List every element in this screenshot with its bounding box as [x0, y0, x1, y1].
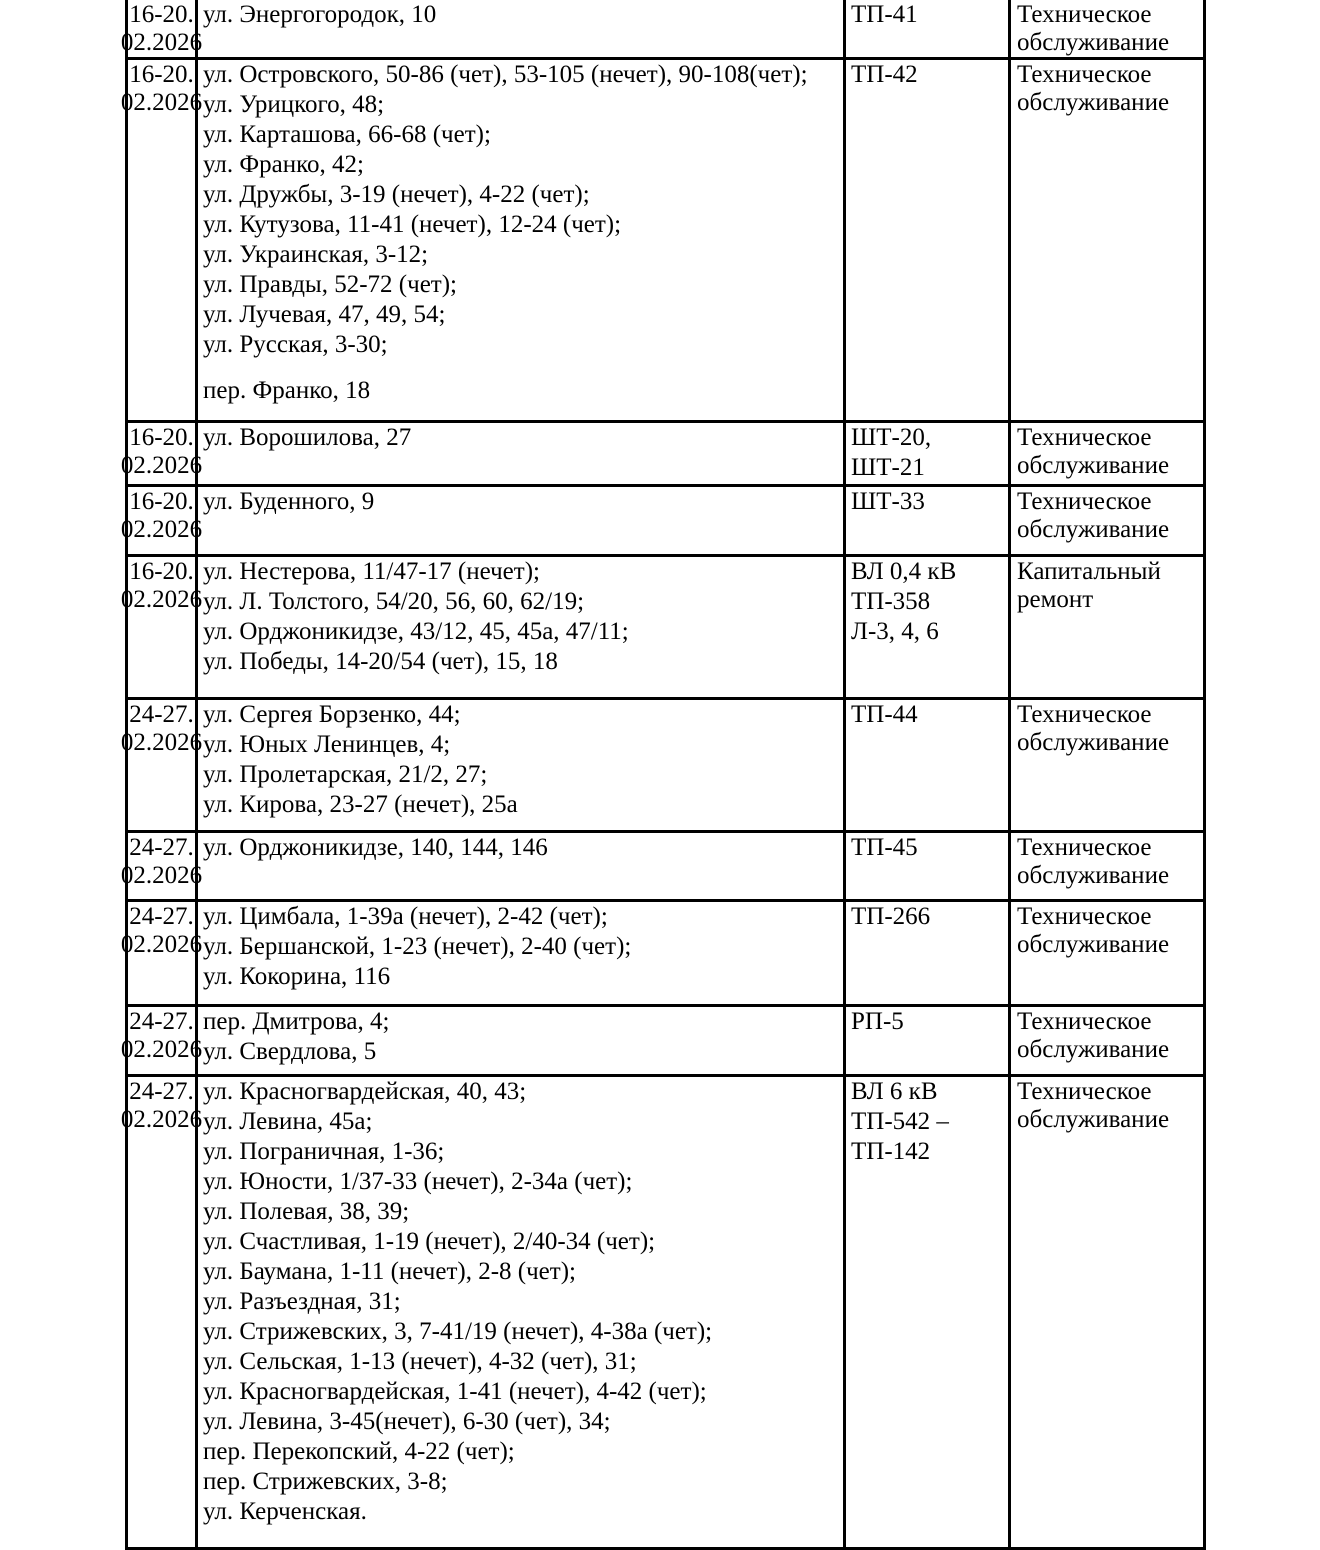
table-row [127, 422, 1205, 486]
date-line-1: 16-20. [129, 61, 194, 88]
date-range [120, 558, 203, 614]
equipment-cell [845, 422, 1010, 486]
address-line: пер. Стрижевских, 3-8; [203, 1468, 448, 1495]
date-range [120, 1, 203, 57]
addresses-cell [197, 0, 845, 59]
date-cell [120, 556, 203, 699]
address-line: ул. Островского, 50-86 (чет), 53-105 (нечет), 90-108(чет); [203, 61, 808, 88]
equipment-line: ТП-542 – [851, 1108, 949, 1135]
equipment-cell [845, 1006, 1010, 1076]
equipment-line: ТП-42 [851, 61, 918, 88]
date-range [120, 903, 203, 959]
work-type-cell: Техническое обслуживание [1010, 901, 1205, 1006]
work-type-cell: Техническое обслуживание [1010, 699, 1205, 832]
address-line: ул. Нестерова, 11/47-17 (нечет); [203, 558, 540, 585]
address-line: ул. Баумана, 1-11 (нечет), 2-8 (чет); [203, 1258, 576, 1285]
table-body [120, 0, 1205, 1549]
address-line: ул. Кутузова, 11-41 (нечет), 12-24 (чет); [203, 211, 622, 238]
address-line: ул. Урицкого, 48; [203, 91, 385, 118]
address-line: ул. Орджоникидзе, 43/12, 45, 45а, 47/11; [203, 618, 629, 645]
equipment-line: ВЛ 0,4 кВ [851, 558, 957, 585]
date-range [120, 61, 203, 117]
address-line: ул. Франко, 42; [203, 151, 364, 178]
address-line: ул. Буденного, 9 [203, 488, 375, 515]
date-cell [120, 59, 203, 422]
addresses-cell [197, 486, 845, 556]
date-range [120, 834, 203, 890]
equipment-cell [845, 59, 1010, 422]
equipment-line: ШТ-33 [851, 488, 925, 515]
date-cell [120, 1006, 203, 1076]
date-cell [120, 486, 203, 556]
work-type-cell: Техническое обслуживание [1010, 422, 1205, 486]
address-line: ул. Цимбала, 1-39а (нечет), 2-42 (чет); [203, 903, 608, 930]
date-line-2: 02.2026 [120, 516, 203, 543]
date-line-1: 24-27. [129, 701, 194, 728]
equipment-line: ТП-45 [851, 834, 918, 861]
date-range [120, 424, 203, 480]
equipment-cell [845, 699, 1010, 832]
address-line: ул. Стрижевских, 3, 7-41/19 (нечет), 4-38а (чет); [203, 1318, 713, 1345]
addresses-cell [197, 59, 845, 422]
addresses-cell [197, 832, 845, 901]
address-line: ул. Орджоникидзе, 140, 144, 146 [203, 834, 548, 861]
equipment-line: ШТ-20, [851, 424, 932, 451]
work-type-cell: Техническое обслуживание [1010, 1076, 1205, 1549]
address-line: ул. Ворошилова, 27 [203, 424, 412, 451]
equipment-line: ТП-358 [851, 588, 931, 615]
address-line: ул. Полевая, 38, 39; [203, 1198, 410, 1225]
date-line-1: 24-27. [129, 834, 194, 861]
date-line-1: 24-27. [129, 1008, 194, 1035]
address-line: ул. Счастливая, 1-19 (нечет), 2/40-34 (чет); [203, 1228, 656, 1255]
work-type-cell: Техническое обслуживание [1010, 0, 1205, 59]
address-line: ул. Карташова, 66-68 (чет); [203, 121, 491, 148]
date-range [120, 701, 203, 757]
address-line: ул. Керченская. [203, 1498, 367, 1525]
address-line: ул. Красногвардейская, 1-41 (нечет), 4-42 (чет); [203, 1378, 707, 1405]
address-line: ул. Разъездная, 31; [203, 1288, 401, 1315]
addresses-cell [197, 1076, 845, 1549]
work-type-cell: Техническое обслуживание [1010, 486, 1205, 556]
work-type-cell: Техническое обслуживание [1010, 832, 1205, 901]
date-range [120, 1008, 203, 1064]
equipment-line: Л-3, 4, 6 [851, 618, 939, 645]
work-type-cell: Техническое обслуживание [1010, 1006, 1205, 1076]
address-line: ул. Правды, 52-72 (чет); [203, 271, 457, 298]
equipment-line: ШТ-21 [851, 454, 925, 481]
table-row [127, 59, 1205, 422]
address-line: ул. Л. Толстого, 54/20, 56, 60, 62/19; [203, 588, 585, 615]
address-line: ул. Красногвардейская, 40, 43; [203, 1078, 527, 1105]
address-line: пер. Франко, 18 [203, 377, 371, 404]
address-line: пер. Перекопский, 4-22 (чет); [203, 1438, 515, 1465]
table-row [127, 486, 1205, 556]
work-type-cell: Техническое обслуживание [1010, 59, 1205, 422]
equipment-line: ТП-266 [851, 903, 931, 930]
date-line-2: 02.2026 [120, 931, 203, 958]
address-gap [203, 361, 839, 377]
equipment-cell [845, 832, 1010, 901]
date-line-2: 02.2026 [120, 862, 203, 889]
date-cell [120, 422, 203, 486]
addresses-cell [197, 901, 845, 1006]
address-line: ул. Юных Ленинцев, 4; [203, 731, 451, 758]
date-line-2: 02.2026 [120, 29, 203, 56]
date-line-2: 02.2026 [120, 1106, 203, 1133]
outage-schedule-table [120, 0, 1206, 1550]
date-line-1: 16-20. [129, 1, 194, 28]
equipment-cell [845, 901, 1010, 1006]
date-cell [120, 699, 203, 832]
equipment-cell [845, 0, 1010, 59]
date-line-1: 24-27. [129, 903, 194, 930]
address-line: ул. Кирова, 23-27 (нечет), 25а [203, 791, 518, 818]
table-row [127, 832, 1205, 901]
equipment-line: ВЛ 6 кВ [851, 1078, 938, 1105]
date-cell [120, 901, 203, 1006]
date-line-2: 02.2026 [120, 89, 203, 116]
date-line-2: 02.2026 [120, 1036, 203, 1063]
date-line-2: 02.2026 [120, 586, 203, 613]
address-line: ул. Пограничная, 1-36; [203, 1138, 445, 1165]
date-line-2: 02.2026 [120, 452, 203, 479]
work-type-cell: Капитальный ремонт [1010, 556, 1205, 699]
address-line: пер. Дмитрова, 4; [203, 1008, 390, 1035]
address-line: ул. Левина, 3-45(нечет), 6-30 (чет), 34; [203, 1408, 611, 1435]
table-row [127, 901, 1205, 1006]
date-line-1: 24-27. [129, 1078, 194, 1105]
address-line: ул. Юности, 1/37-33 (нечет), 2-34а (чет); [203, 1168, 633, 1195]
date-line-1: 16-20. [129, 424, 194, 451]
date-range [120, 488, 203, 544]
equipment-line: ТП-142 [851, 1138, 931, 1165]
equipment-cell [845, 556, 1010, 699]
date-cell [120, 832, 203, 901]
table-row [127, 556, 1205, 699]
table-row [127, 0, 1205, 59]
address-line: ул. Победы, 14-20/54 (чет), 15, 18 [203, 648, 558, 675]
equipment-line: РП-5 [851, 1008, 904, 1035]
address-line: ул. Русская, 3-30; [203, 331, 388, 358]
equipment-cell [845, 1076, 1010, 1549]
table-row [127, 699, 1205, 832]
date-line-1: 16-20. [129, 488, 194, 515]
address-line: ул. Бершанской, 1-23 (нечет), 2-40 (чет); [203, 933, 632, 960]
addresses-cell [197, 699, 845, 832]
date-line-2: 02.2026 [120, 729, 203, 756]
address-line: ул. Левина, 45а; [203, 1108, 373, 1135]
table-row [127, 1006, 1205, 1076]
equipment-line: ТП-44 [851, 701, 918, 728]
address-line: ул. Пролетарская, 21/2, 27; [203, 761, 488, 788]
address-line: ул. Украинская, 3-12; [203, 241, 429, 268]
address-line: ул. Сельская, 1-13 (нечет), 4-32 (чет), 31; [203, 1348, 637, 1375]
equipment-line: ТП-41 [851, 1, 918, 28]
date-line-1: 16-20. [129, 558, 194, 585]
address-line: ул. Лучевая, 47, 49, 54; [203, 301, 446, 328]
address-line: ул. Сергея Борзенко, 44; [203, 701, 461, 728]
address-line: ул. Энергогородок, 10 [203, 1, 437, 28]
addresses-cell [197, 556, 845, 699]
addresses-cell [197, 422, 845, 486]
date-cell [120, 1076, 203, 1549]
date-cell [120, 0, 203, 59]
date-range [120, 1078, 203, 1134]
addresses-cell [197, 1006, 845, 1076]
address-line: ул. Кокорина, 116 [203, 963, 391, 990]
address-line: ул. Дружбы, 3-19 (нечет), 4-22 (чет); [203, 181, 590, 208]
address-line: ул. Свердлова, 5 [203, 1038, 377, 1065]
table-row [127, 1076, 1205, 1549]
equipment-cell [845, 486, 1010, 556]
